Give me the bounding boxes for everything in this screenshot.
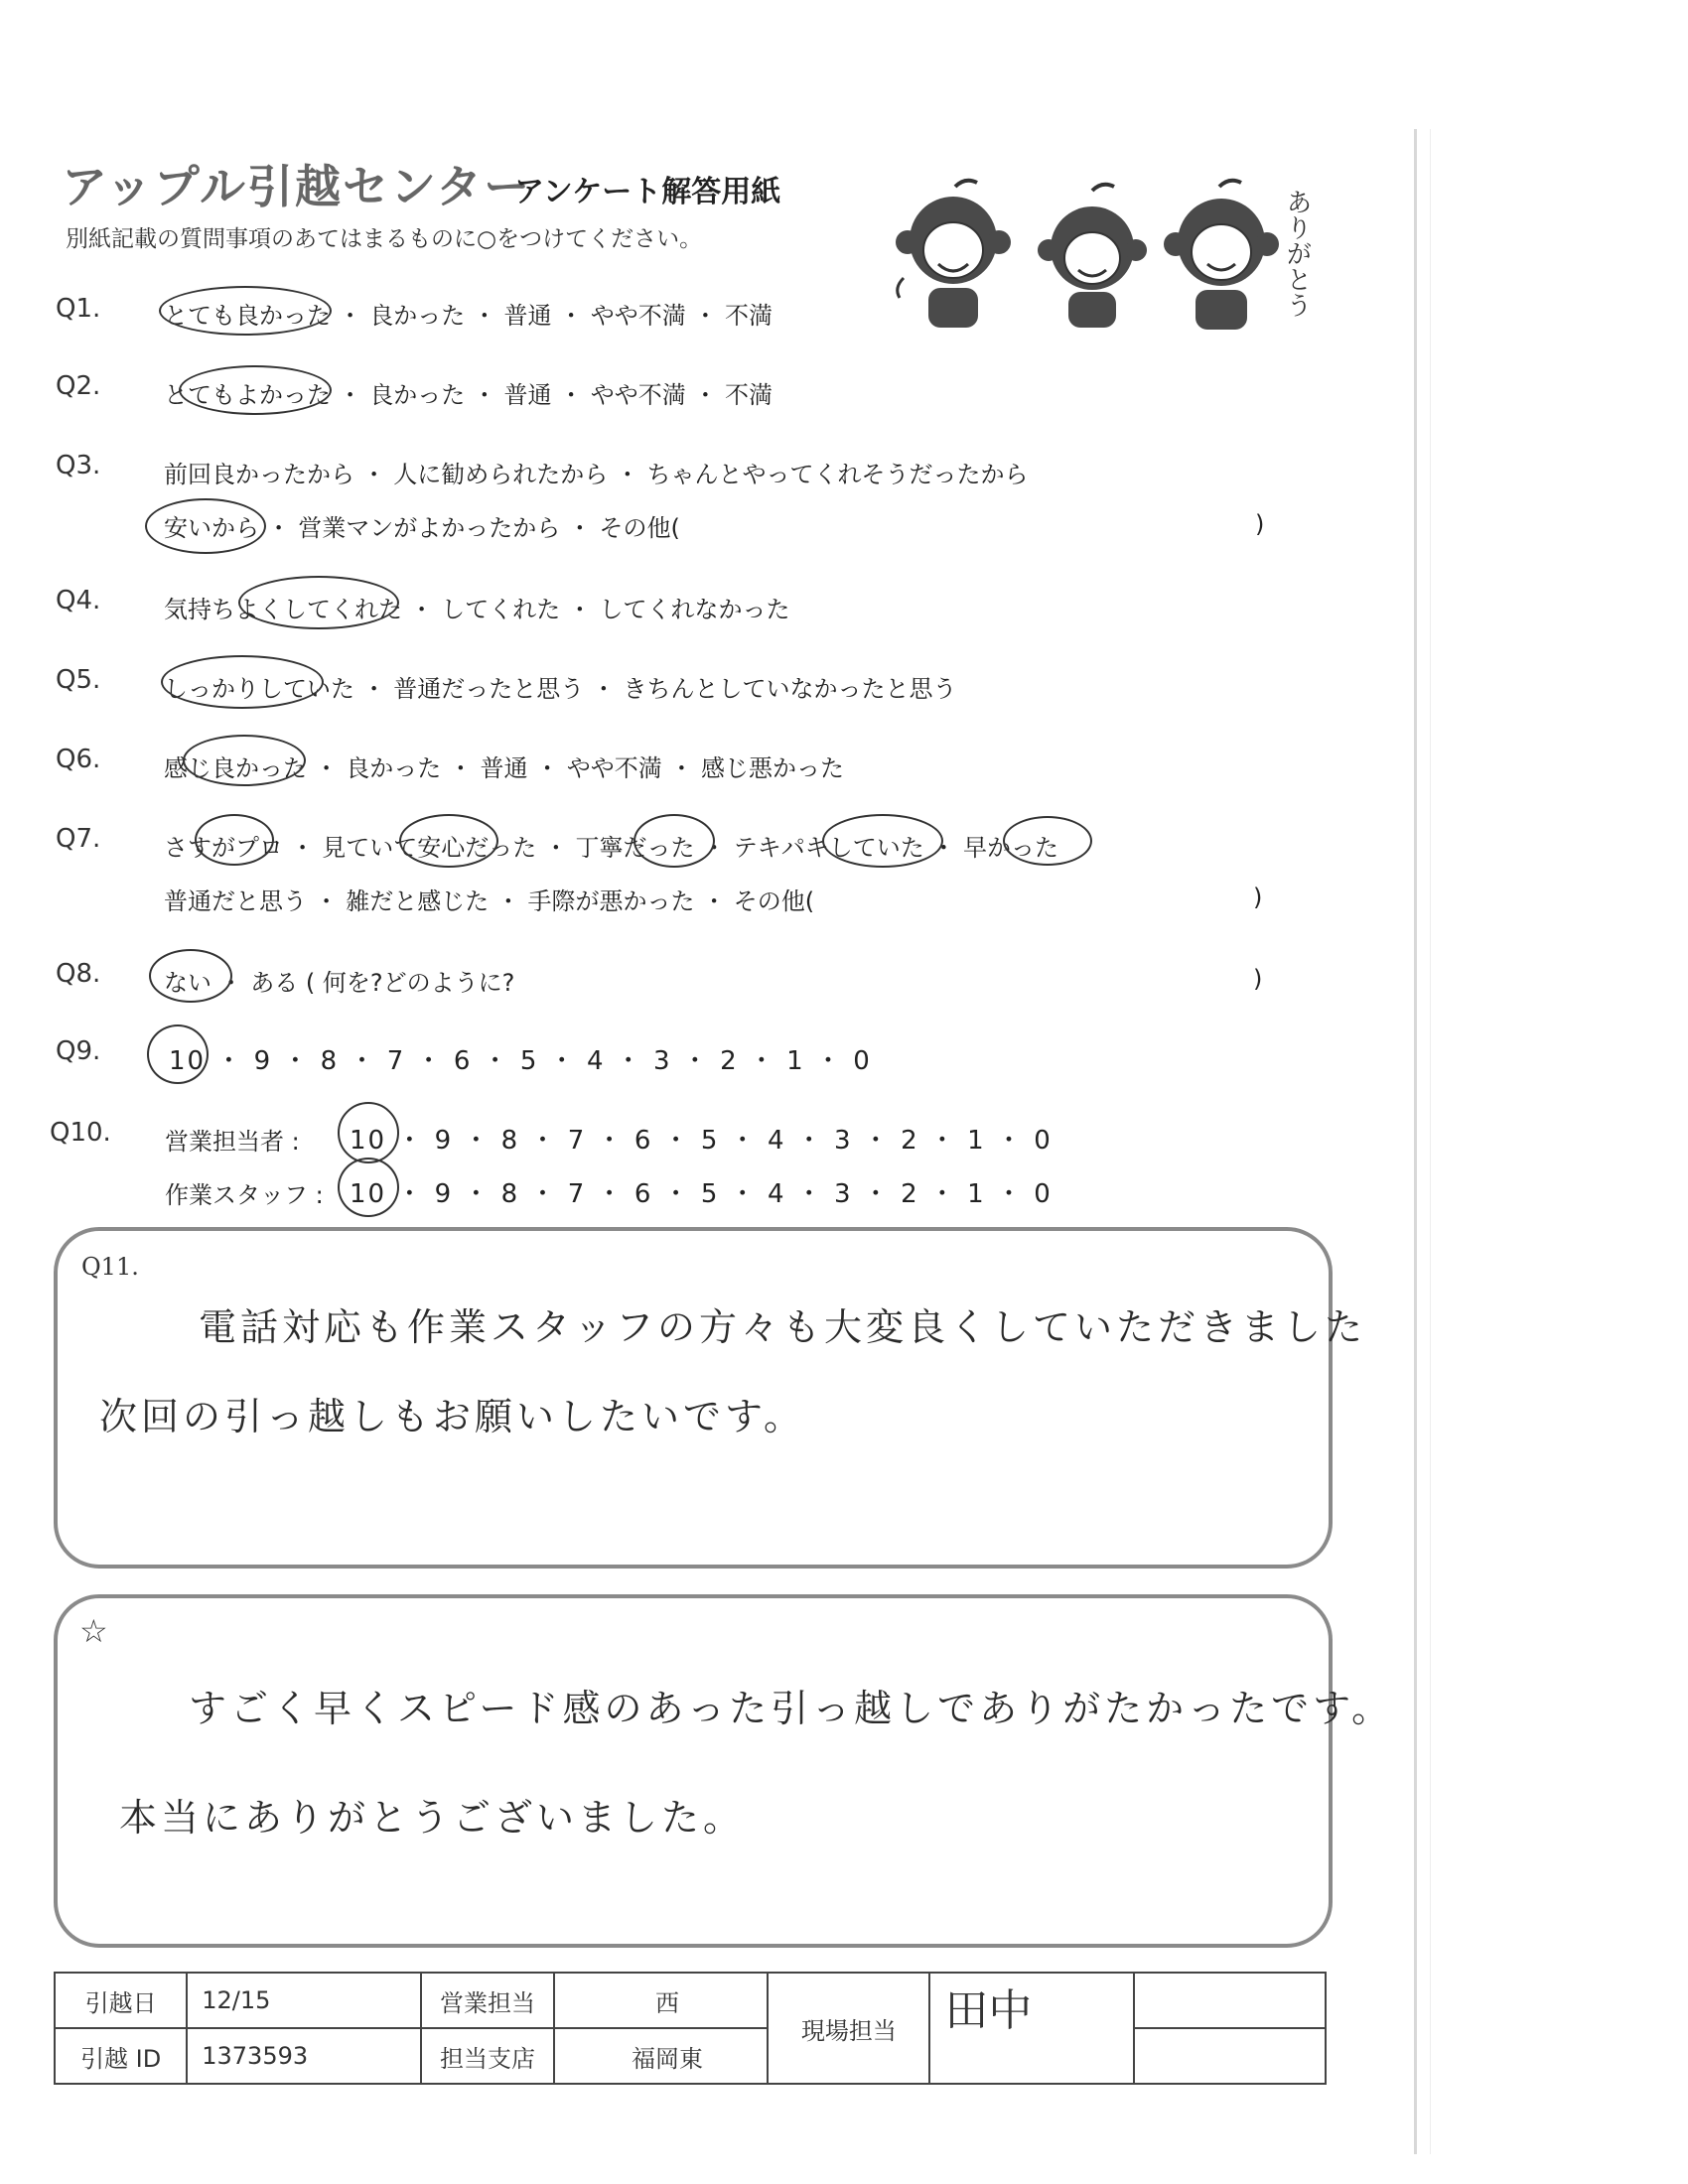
q7-answer-circle-pro[interactable] [195,814,274,866]
q6-label: Q6. [56,745,101,774]
q6-options: 感じ良かった ・ 良かった ・ 普通 ・ やや不満 ・ 感じ悪かった [164,754,845,782]
q5-label: Q5. [56,665,101,695]
q2-options: とてもよかった ・ 良かった ・ 普通 ・ やや不満 ・ 不満 [164,381,774,409]
q7-answer-circle-teinei[interactable] [633,814,715,868]
sales-rep-value[interactable]: 西 [554,1973,769,2028]
scan-edge-line-faint [1430,129,1431,2154]
q11-comment-line2: 次回の引っ越しもお願いしたいです。 [99,1395,805,1438]
q1-options: とても良かった ・ 良かった ・ 普通 ・ やや不満 ・ 不満 [164,302,774,330]
q8-answer-circle[interactable] [149,949,232,1003]
move-id-value[interactable]: 1373593 [187,2028,421,2084]
site-rep-label: 現場担当 [768,1973,929,2084]
q3-options-line1: 前回良かったから ・ 人に勧められたから ・ ちゃんとやってくれそうだったから [164,461,1029,488]
q9-label: Q9. [56,1036,101,1066]
move-id-label: 引越 ID [55,2028,187,2084]
q10-staff-label: 作業スタッフ : [165,1181,324,1209]
star-comment-line2: 本当にありがとうございました。 [119,1796,746,1840]
move-date-label: 引越日 [55,1973,187,2028]
star-icon: ☆ [79,1612,108,1650]
q10-label: Q10. [50,1118,111,1148]
q5-options: しっかりしていた ・ 普通だったと思う ・ きちんとしていなかったと思う [164,675,957,703]
q8-label: Q8. [56,959,101,989]
q7-answer-circle-anshin[interactable] [399,814,498,868]
q10-staff-scale: 10 ・ 9 ・ 8 ・ 7 ・ 6 ・ 5 ・ 4 ・ 3 ・ 2 ・ 1 ・ 0 [350,1179,1053,1209]
q2-answer-circle[interactable] [179,365,332,415]
q3-options-line2: 安いから ・ 営業マンがよかったから ・ その他( [164,514,680,542]
move-date-value[interactable]: 12/15 [187,1973,421,2028]
q1-label: Q1. [56,294,101,324]
footer-empty-cell-bottom [1134,2028,1326,2084]
q4-options: 気持ちよくしてくれた ・ してくれた ・ してくれなかった [164,596,790,623]
q7-answer-circle-tekipaki[interactable] [822,814,943,868]
mascot-thanks-text: ありがとう [1282,189,1312,318]
q11-label: Q11. [81,1253,139,1281]
q4-answer-circle[interactable] [238,576,399,629]
q10-sales-label: 営業担当者 : [165,1128,300,1156]
footer-empty-cell-top [1134,1973,1326,2028]
site-rep-value[interactable]: 田中 [929,1973,1134,2084]
q3-answer-circle[interactable] [145,498,266,554]
monkey-mascots-illustration [864,169,1321,338]
sales-rep-label: 営業担当 [421,1973,553,2028]
form-subtitle: アンケート解答用紙 [514,175,781,209]
q8-options: ない ・ ある ( 何を?どのように? [164,969,515,997]
q9-scale: 10 ・ 9 ・ 8 ・ 7 ・ 6 ・ 5 ・ 4 ・ 3 ・ 2 ・ 1 ・ 0 [169,1046,872,1076]
q1-answer-circle[interactable] [159,286,332,336]
instruction-text: 別紙記載の質問事項のあてはまるものに○をつけてください。 [66,226,703,252]
q8-close-paren: ) [1253,965,1263,993]
q10-staff-answer-circle[interactable] [338,1158,399,1217]
q10-sales-answer-circle[interactable] [338,1102,399,1163]
branch-value[interactable]: 福岡東 [554,2028,769,2084]
q7-options-line1: さすがプロ ・ 見ていて安心だった ・ 丁寧だった ・ テキパキしていた ・ 早かった [164,834,1059,862]
q3-label: Q3. [56,451,101,480]
q6-answer-circle[interactable] [183,735,306,786]
q7-answer-circle-hayakatta[interactable] [1003,816,1092,866]
q11-comment-line1: 電話対応も作業スタッフの方々も大変良くしていただきました [199,1305,1367,1349]
q9-answer-circle[interactable] [147,1024,209,1084]
branch-label: 担当支店 [421,2028,553,2084]
q10-sales-scale: 10 ・ 9 ・ 8 ・ 7 ・ 6 ・ 5 ・ 4 ・ 3 ・ 2 ・ 1 ・ 0 [350,1126,1053,1156]
q4-label: Q4. [56,586,101,615]
footer-info-table [54,1972,1327,2085]
star-comment-line1: すごく早くスピード感のあった引っ越しでありがたかったです。 [189,1687,1394,1730]
q2-label: Q2. [56,371,101,401]
company-title: アップル引越センター [62,160,532,213]
q7-label: Q7. [56,824,101,854]
scan-edge-line [1414,129,1417,2154]
q7-options-line2: 普通だと思う ・ 雑だと感じた ・ 手際が悪かった ・ その他( [164,887,815,915]
star-comment-box[interactable] [54,1594,1333,1948]
q5-answer-circle[interactable] [161,655,324,709]
q3-close-paren: ) [1255,510,1265,538]
q7-close-paren: ) [1253,884,1263,911]
